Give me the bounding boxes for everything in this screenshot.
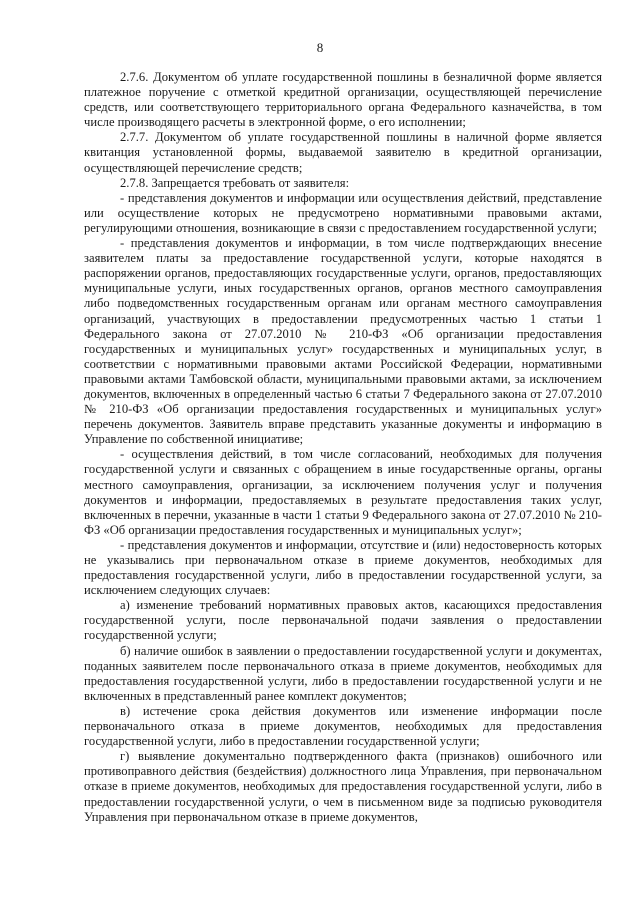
paragraph-2-7-6: 2.7.6. Документом об уплате государственной пошлины в безналичной форме является платежное поручение с отметкой кредитной организации, осуществляющей перечисление средств, или соответствующего территориального органа Федерального казначейства, в том числе производящего расчеты в электронной форме, о его исполнении; (84, 70, 602, 130)
case-b: б) наличие ошибок в заявлении о предоставлении государственной услуги и документах, поданных заявителем после первоначального отказа в приеме документов, необходимых для предоставления государственной услуги, либо в предоставлении государственной услуги и не включенных в представленный ранее комплект документов; (84, 643, 602, 703)
list-item-missing-info: - представления документов и информации, отсутствие и (или) недостоверность которых не указывались при первоначальном отказе в приеме документов, необходимых для предоставления государственной услуги, либо в предоставлении государственной услуги, за исключением следующих случаев: (84, 537, 602, 598)
list-item-actions: - представления документов и информации или осуществления действий, представление или осуществление которых не предусмотрено нормативными правовыми актами, регулирующими отношения, возникающие в связи с предоставлением государственной услуги; (84, 190, 602, 235)
list-item-documents: - представления документов и информации, в том числе подтверждающих внесение заявителем платы за предоставление государственной услуги, которые находятся в распоряжении органов, предоставляющих государственные услуги, органов, предоставляющих муниципальные услуги, иных государственных органов, органов местного самоуправления либо подведомственных государственным органам или органам местного самоуправления организаций, участвующих в предоставлении предусмотренных частью 1 статьи 1 Федерального закона от 27.07.2010 № 210-ФЗ «Об организации предоставления государственных и муниципальных услуг» государственных и муниципальных услуг, в соответствии с нормативными правовыми актами Российской Федерации, нормативными правовыми актами Тамбовской области, муниципальными правовыми актами, за исключением документов, включенных в определенный частью 6 статьи 7 Федерального закона от 27.07.2010 № 210-ФЗ «Об организации предоставления государственных и муниципальных услуг» перечень документов. Заявитель вправе представить указанные документы и информацию в Управление по собственной инициативе; (84, 236, 602, 447)
case-a: а) изменение требований нормативных правовых актов, касающихся предоставления государственной услуги, после первоначальной подачи заявления о предоставлении государственной услуги; (84, 598, 602, 643)
paragraph-2-7-8: 2.7.8. Запрещается требовать от заявителя: (120, 175, 350, 190)
page-number: 8 (316, 40, 324, 55)
paragraph-2-7-7: 2.7.7. Документом об уплате государственной пошлины в наличной форме является квитанция установленной формы, выдаваемой заявителю в кредитной организации, осуществляющей перечисление средств; (84, 130, 602, 175)
case-g: г) выявление документально подтвержденного факта (признаков) ошибочного или противоправного действия (бездействия) должностного лица Управления, при первоначальном отказе в приеме документов, необходимых для предоставления государственной услуги, либо в предоставлении государственной услуги, о чем в письменном виде за подписью руководителя Управления при первоначальном отказе в приеме документов, (84, 749, 602, 824)
list-item-approvals: - осуществления действий, в том числе согласований, необходимых для получения государственной услуги и связанных с обращением в иные государственные органы, органы местного самоуправления, организации, за исключением получения услуг и получения документов и информации, предоставляемых в результате предоставления таких услуг, включенных в перечни, указанные в части 1 статьи 9 Федерального закона от 27.07.2010 № 210-ФЗ «Об организации предоставления государственных и муниципальных услуг»; (84, 447, 602, 537)
document-body (84, 70, 602, 825)
case-v: в) истечение срока действия документов или изменение информации после первоначального отказа в приеме документов, необходимых для предоставления государственной услуги, либо в предоставлении государственной услуги; (84, 703, 602, 749)
